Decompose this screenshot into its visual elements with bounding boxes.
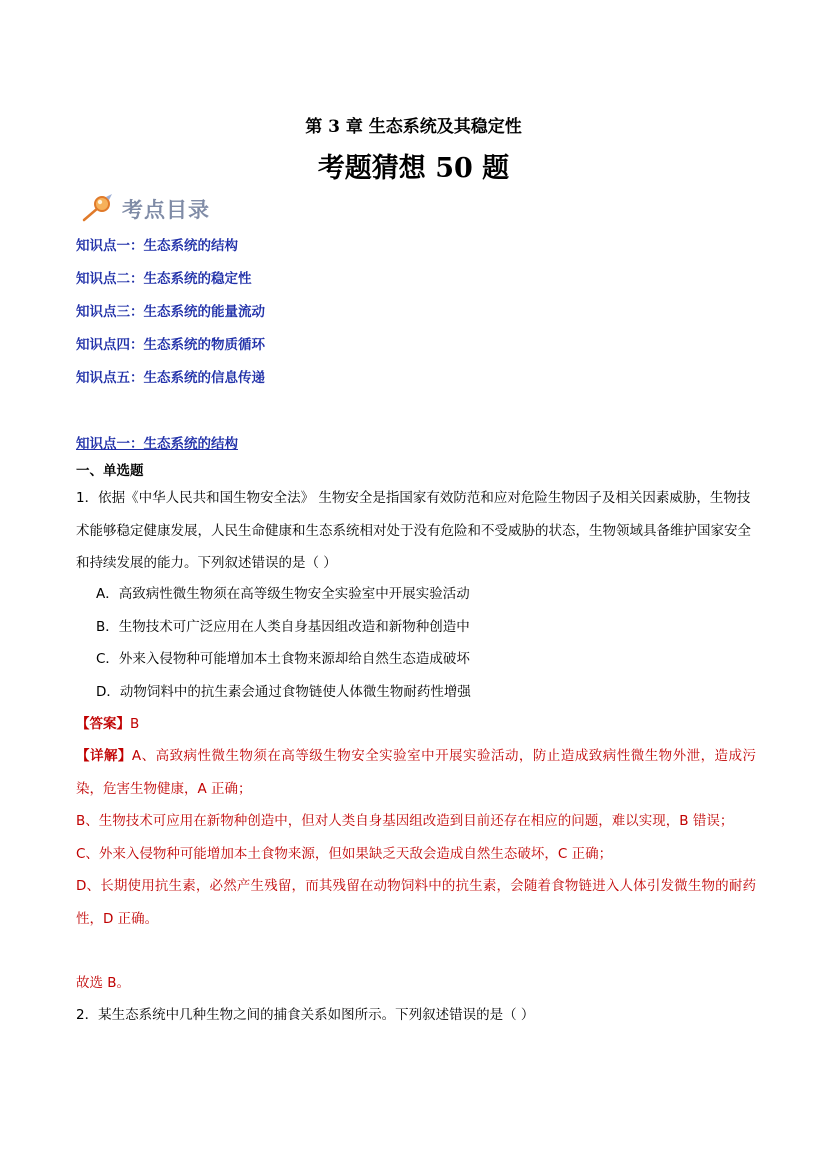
toc-header [78, 192, 210, 226]
option-c: C．外来入侵物种可能增加本土食物来源却给自然生态造成破坏 [96, 651, 470, 667]
detail-label: 【详解】 [76, 748, 132, 764]
toc-item[interactable]: 知识点五：生态系统的信息传递 [76, 370, 265, 386]
detail-line-a: A、高致病性微生物须在高等级生物安全实验室中开展实验活动，防止造成致病性微生物外泄，造成污染，危害生物健康，A 正确； [76, 748, 757, 797]
page-title: 考题猜想 50 题 [317, 153, 510, 184]
toc-item[interactable]: 知识点三：生态系统的能量流动 [76, 304, 265, 320]
answer-value: B [130, 716, 140, 732]
toc-item[interactable]: 知识点四：生态系统的物质循环 [76, 337, 265, 353]
detail-line-c: C、外来入侵物种可能增加本土食物来源，但如果缺乏天敌会造成自然生态破坏，C 正确； [76, 845, 613, 862]
detail-block [76, 740, 756, 935]
question-1-options [96, 578, 471, 708]
detail-line-b: B、生物技术可应用在新物种创造中，但对人类自身基因组改造到目前还存在相应的问题，难以实现，B 错误； [76, 813, 734, 829]
section-link[interactable]: 知识点一：生态系统的结构 [76, 436, 238, 452]
option-a: A．高致病性微生物须在高等级生物安全实验室中开展实验活动 [96, 586, 470, 602]
detail-line-d: D、长期使用抗生素，必然产生残留，而其残留在动物饲料中的抗生素，会随着食物链进入人体引发微生物的耐药性，D 正确。 [76, 878, 756, 927]
chapter-title: 第 3 章 生态系统及其稳定性 [305, 117, 522, 137]
option-b: B．生物技术可广泛应用在人类自身基因组改造和新物种创造中 [96, 618, 470, 635]
conclusion: 故选 B。 [76, 975, 131, 991]
toc-label: 考点目录 [122, 198, 210, 222]
option-d: D．动物饲料中的抗生素会通过食物链使人体微生物耐药性增强 [96, 683, 471, 700]
magnifier-icon [78, 192, 118, 226]
toc-item[interactable]: 知识点一：生态系统的结构 [76, 238, 238, 254]
answer-label: 【答案】 [76, 716, 130, 732]
toc-list [76, 236, 265, 401]
question-type-heading: 一、单选题 [76, 463, 144, 479]
question-1-stem: 1．依据《中华人民共和国生物安全法》 生物安全是指国家有效防范和应对危险生物因子及相关因素威胁，生物技术能够稳定健康发展，人民生命健康和生态系统相对处于没有危险和不受威胁的状态，生物领域具备维护国家安全和持续发展的能力。下列叙述错误的是（ ） [76, 490, 751, 571]
question-2-stem: 2．某生态系统中几种生物之间的捕食关系如图所示。下列叙述错误的是（ ） [76, 1007, 535, 1023]
answer-line [76, 708, 139, 741]
toc-item[interactable]: 知识点二：生态系统的稳定性 [76, 271, 252, 287]
